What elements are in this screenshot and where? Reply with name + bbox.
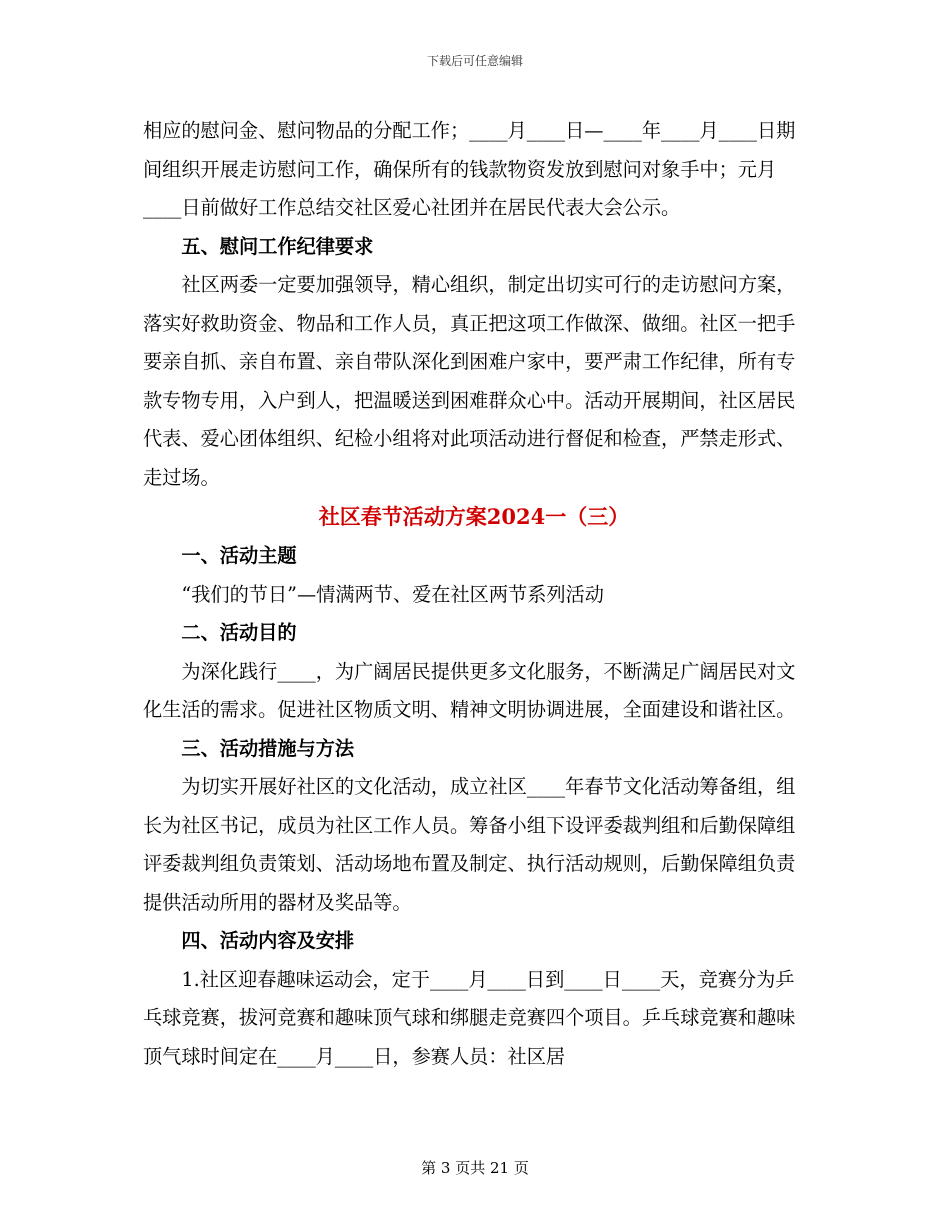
paragraph-content: 1.社区迎春趣味运动会，定于____月____日到____日____天，竞赛分为乒乓球竞赛，拔河竞赛和趣味顶气球和绑腿走竞赛四个项目。乒乓球竞赛和趣味顶气球时间定在____月____日，参赛人员：社区居 <box>143 967 796 1068</box>
page-footer: 第 3 页共 21 页 <box>421 1159 529 1177</box>
paragraph-discipline: 社区两委一定要加强领导，精心组织，制定出切实可行的走访慰问方案，落实好救助资金、物品和工作人员，真正把这项工作做深、做细。社区一把手要亲自抓、亲自布置、亲自带队深化到困难户家中，要严肃工作纪律，所有专款专物专用，入户到人，把温暖送到困难群众心中。活动开展期间，社区居民代表、爱心团体组织、纪检小组将对此项活动进行督促和检查，严禁走形式、走过场。 <box>143 273 796 489</box>
document-title: 社区春节活动方案2024一（三） <box>318 504 630 529</box>
paragraph-continuation: 相应的慰问金、慰问物品的分配工作；____月____日—____年____月____日期间组织开展走访慰问工作，确保所有的钱款物资发放到慰问对象手中；元月____日前做好工作总结交社区爱心社团并在居民代表大会公示。 <box>143 119 796 219</box>
document-body <box>143 112 805 1076</box>
paragraph-purpose: 为深化践行____，为广阔居民提供更多文化服务，不断满足广阔居民对文化生活的需求。促进社区物质文明、精神文明协调进展，全面建设和谐社区。 <box>143 659 796 721</box>
section-heading-measures: 三、活动措施与方法 <box>181 736 355 760</box>
paragraph-theme: “我们的节日”—情满两节、爱在社区两节系列活动 <box>181 582 604 606</box>
page-header: 下载后可任意编辑 <box>426 54 523 68</box>
section-heading-content: 四、活动内容及安排 <box>181 929 355 952</box>
section-heading-five: 五、慰问工作纪律要求 <box>181 234 374 258</box>
section-heading-purpose: 二、活动目的 <box>181 621 297 644</box>
paragraph-measures: 为切实开展好社区的文化活动，成立社区____年春节文化活动筹备组，组长为社区书记，成员为社区工作人员。筹备小组下设评委裁判组和后勤保障组评委裁判组负责策划、活动场地布置及制定、执行活动规则，后勤保障组负责提供活动所用的器材及奖品等。 <box>143 775 796 914</box>
section-heading-theme: 一、活动主题 <box>181 544 297 567</box>
